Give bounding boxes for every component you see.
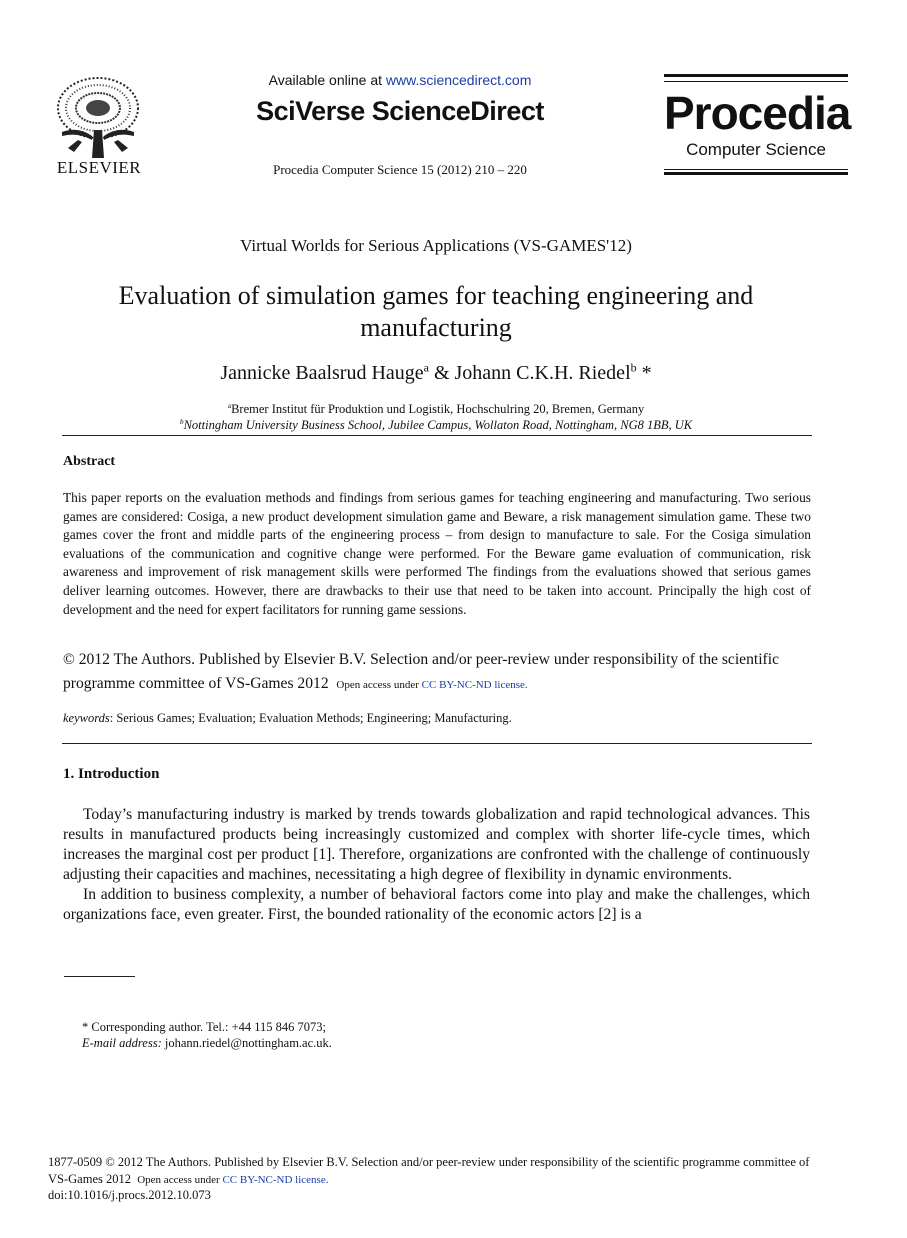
logo-rule-bottom-thin <box>664 169 848 170</box>
copyright-line-2-text: programme committee of VS-Games 2012 <box>63 675 329 692</box>
copyright-line-2 <box>63 672 833 697</box>
author-1: Jannicke Baalsrud Hauge <box>220 362 424 384</box>
author-list <box>60 362 812 385</box>
footer-open-access: Open access under <box>137 1174 223 1186</box>
title-line-2: manufacturing <box>360 313 512 342</box>
corresponding-marker: * <box>636 362 652 384</box>
platform-name: SciVerse ScienceDirect <box>256 96 544 126</box>
footer-copyright <box>48 1154 868 1189</box>
keywords-label: keywords <box>63 711 110 725</box>
footer-line-2 <box>48 1171 868 1189</box>
sciencedirect-link[interactable]: www.sciencedirect.com <box>385 72 532 88</box>
affiliation-b-marker: b <box>179 416 184 426</box>
section-heading: 1. Introduction <box>63 766 160 782</box>
affiliation-a <box>60 402 812 417</box>
title-line-1: Evaluation of simulation games for teaching engineering and <box>118 281 754 310</box>
affiliation-a-text: Bremer Institut für Produktion und Logistik, Hochschulring 20, Bremen, Germany <box>231 402 645 416</box>
author-1-affiliation: a <box>423 360 429 375</box>
footnote-corresponding: * Corresponding author. Tel.: +44 115 846 7073; <box>82 1020 327 1034</box>
available-online <box>200 72 600 88</box>
procedia-logo <box>664 74 851 174</box>
divider-top <box>62 435 812 436</box>
footnote-email <box>82 1036 332 1051</box>
conference-name: Virtual Worlds for Serious Applications (VS-GAMES'12) <box>240 236 632 255</box>
abstract-copyright <box>63 648 833 697</box>
publisher-name: ELSEVIER <box>56 158 142 177</box>
keywords <box>63 711 811 726</box>
logo-rule-bottom <box>664 172 848 175</box>
keywords-list: : Serious Games; Evaluation; Evaluation Methods; Engineering; Manufacturing. <box>109 711 512 725</box>
email-address[interactable]: johann.riedel@nottingham.ac.uk. <box>161 1036 332 1050</box>
paper-title <box>60 280 812 344</box>
email-label: E-mail address: <box>82 1036 162 1050</box>
footer-line-1: 1877-0509 © 2012 The Authors. Published by Elsevier B.V. Selection and/or peer-review under responsibility of the scientific programme committee of <box>48 1155 810 1169</box>
available-prefix: Available online at <box>268 72 386 88</box>
intro-paragraph-2: In addition to business complexity, a number of behavioral factors come into play and make the challenges, which organizations face, even greater. First, the bounded rationality of the economic actors [2] is a <box>63 886 810 923</box>
journal-subtitle: Computer Science <box>686 140 826 159</box>
copyright-line-1: © 2012 The Authors. Published by Elsevier B.V. Selection and/or peer-review under responsibility of the scientific <box>63 651 780 668</box>
open-access-label: Open access under <box>336 679 422 691</box>
logo-rule-top-thin <box>664 81 848 82</box>
affiliation-b <box>60 418 812 433</box>
abstract-heading: Abstract <box>63 454 116 469</box>
divider-bottom <box>62 743 812 744</box>
footer-line-2-text: VS-Games 2012 <box>48 1172 131 1186</box>
footer-license-link[interactable]: CC BY-NC-ND license. <box>222 1174 329 1186</box>
intro-body <box>63 805 810 925</box>
journal-brand: Procedia <box>664 87 851 139</box>
logo-rule-top <box>664 74 848 77</box>
affiliation-b-text: Nottingham University Business School, Jubilee Campus, Wollaton Road, Nottingham, NG8 1BB, UK <box>183 418 693 432</box>
journal-reference: Procedia Computer Science 15 (2012) 210 – 220 <box>273 162 527 177</box>
footnote-rule <box>64 976 135 977</box>
affiliation-a-marker: a <box>227 400 232 410</box>
license-link[interactable]: CC BY-NC-ND license. <box>421 679 528 691</box>
doi[interactable]: doi:10.1016/j.procs.2012.10.073 <box>48 1188 211 1202</box>
author-2: & Johann C.K.H. Riedel <box>428 362 631 384</box>
author-2-affiliation: b <box>630 360 637 375</box>
intro-paragraph-1: Today’s manufacturing industry is marked by trends towards globalization and rapid technological advances. This results in manufactured products being increasingly customized and complex with shorter life-cycle times, which increases the marginal cost per product [1]. Therefore, organizations are confronted with the challenge of continuously adjusting their capacities and machines, necessitating a high degree of flexibility in dynamic environments. <box>63 806 810 883</box>
abstract-body: This paper reports on the evaluation methods and findings from serious games for teaching engineering and manufacturing. Two serious games are considered: Cosiga, a new product development simulation game and Beware, a risk management simulation game. These two games cover the front and middle parts of the engineering process – from design to manufacture to sale. For the Cosiga simulation evaluations of the communication and cognitive change were performed. For the Beware game evaluation of communication, risk awareness and improvement of risk management skills were performed The findings from the evaluations showed that serious games deliver learning outcomes. However, there are drawbacks to their use that need to be taken into account. Principally the high cost of development and the need for expert facilitators for running game sessions. <box>63 490 811 617</box>
